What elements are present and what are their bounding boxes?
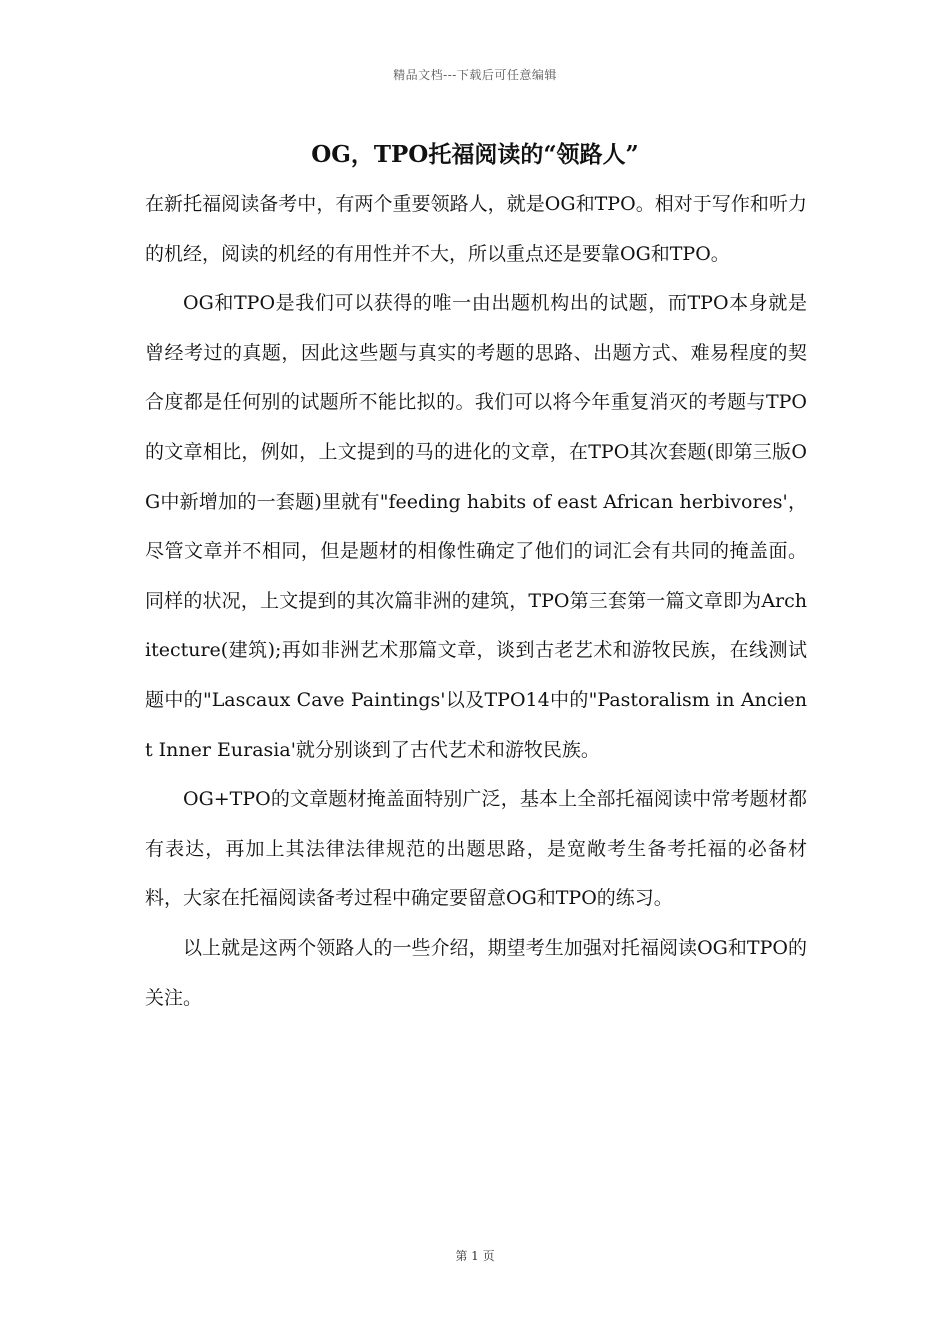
paragraph-2: OG和TPO是我们可以获得的唯一由出题机构出的试题，而TPO本身就是曾经考过的真题，因此这些题与真实的考题的思路、出题方式、难易程度的契合度都是任何别的试题所不能比拟的。我们可以将今年重复消灭的考题与TPO的文章相比，例如，上文提到的马的进化的文章，在TPO其次套题(即第三版OG中新增加的一套题)里就有"feeding habits of east African herbivores'，尽管文章并不相同，但是题材的相像性确定了他们的词汇会有共同的掩盖面。同样的状况，上文提到的其次篇非洲的建筑，TPO第三套第一篇文章即为Architecture(建筑);再如非洲艺术那篇文章，谈到古老艺术和游牧民族，在线测试题中的"Lascaux Cave Paintings'以及TPO14中的"Pastoralism in Ancient Inner Eurasia'就分别谈到了古代艺术和游牧民族。 <box>145 292 807 761</box>
page-header: 精品文档---下载后可任意编辑 <box>393 68 557 82</box>
paragraph-1: 在新托福阅读备考中，有两个重要领路人，就是OG和TPO。相对于写作和听力的机经，阅读的机经的有用性并不大，所以重点还是要靠OG和TPO。 <box>145 193 807 265</box>
document-body <box>145 180 807 1023</box>
paragraph-4: 以上就是这两个领路人的一些介绍，期望考生加强对托福阅读OG和TPO的关注。 <box>145 936 807 1009</box>
document-title: OG，TPO托福阅读的“领路人” <box>311 141 639 168</box>
page-number: 第 1 页 <box>455 1249 495 1263</box>
paragraph-3: OG+TPO的文章题材掩盖面特别广泛，基本上全部托福阅读中常考题材都有表达，再加上其法律法律规范的出题思路，是宽敞考生备考托福的必备材料，大家在托福阅读备考过程中确定要留意OG和TPO的练习。 <box>145 788 807 910</box>
